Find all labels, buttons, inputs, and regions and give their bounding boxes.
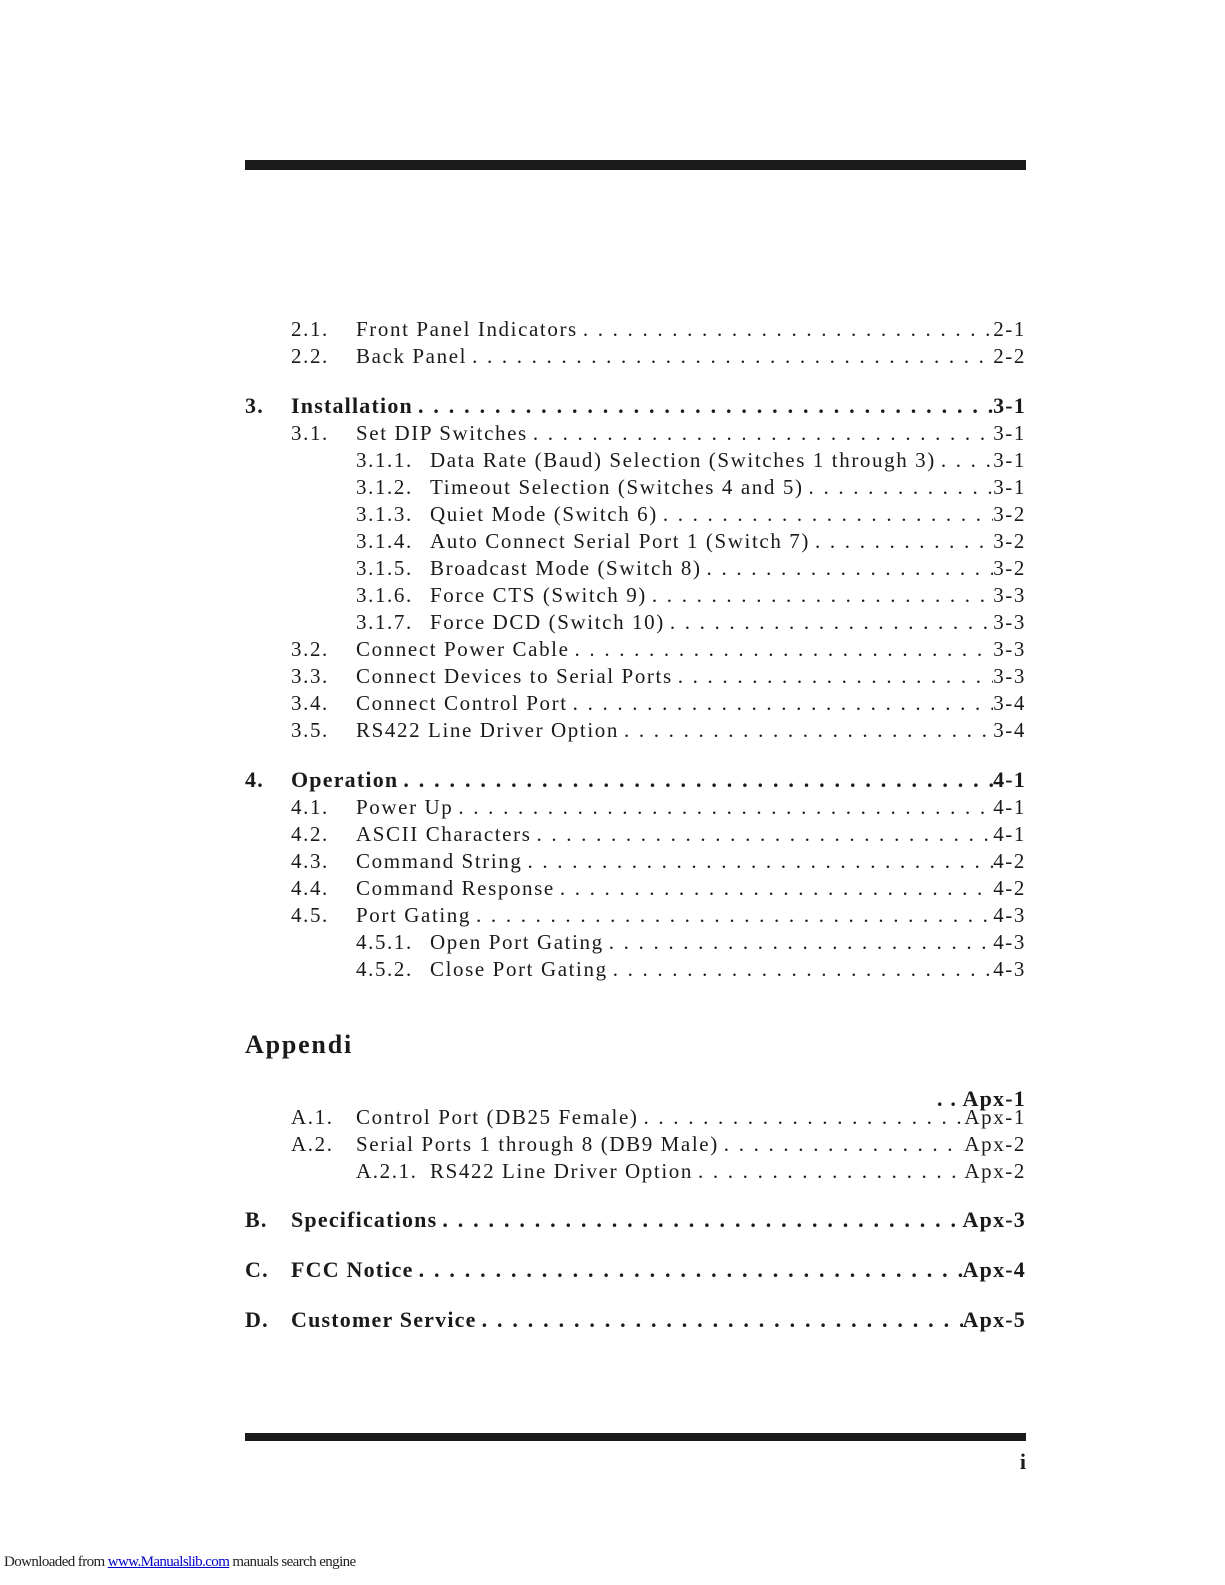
dot-leader: [665, 610, 993, 635]
toc-entry[interactable]: [245, 1207, 1026, 1234]
toc-entry-page: 4-1: [993, 795, 1026, 819]
dot-leader: [608, 957, 994, 982]
dot-leader: [414, 1257, 963, 1283]
toc-entry-page: 4-3: [993, 903, 1026, 927]
toc-entry-page: Apx-5: [962, 1307, 1026, 1332]
toc-entry-title: Connect Power Cable: [356, 637, 570, 661]
dot-leader: [810, 529, 993, 554]
toc-entry-page: 4-2: [993, 876, 1026, 900]
toc-entry-number: 3.1.6.: [356, 583, 413, 607]
toc-entry-title: Front Panel Indicators: [356, 317, 578, 341]
dot-leader: [658, 502, 993, 527]
toc-entry-page: 3-1: [993, 448, 1026, 472]
toc-entry-title: Open Port Gating: [430, 930, 604, 954]
toc-entry-page: 3-3: [993, 610, 1026, 634]
toc-entry-number: A.2.1.: [356, 1159, 418, 1183]
dot-leader: [578, 317, 993, 342]
toc-entry-page: Apx-4: [962, 1257, 1026, 1282]
dot-leader: [531, 822, 993, 847]
dot-leader: [528, 421, 993, 446]
toc-entry-title: Connect Control Port: [356, 691, 568, 715]
toc-entry[interactable]: [245, 1307, 1026, 1334]
toc-entry-number: 3.: [245, 393, 264, 418]
toc-entry[interactable]: [245, 1132, 1026, 1159]
toc-entry-number: 4.5.: [291, 903, 329, 927]
toc-entry-page: 4-2: [993, 849, 1026, 873]
toc-entry[interactable]: [245, 1105, 1026, 1132]
dot-leader: [619, 718, 993, 743]
toc-entry[interactable]: [245, 637, 1026, 664]
toc-entry-page: Apx-2: [964, 1132, 1026, 1156]
toc-entry-title: Quiet Mode (Switch 6): [430, 502, 658, 526]
toc-entry-number: 4.4.: [291, 876, 329, 900]
dot-leader: [604, 930, 993, 955]
appendix-page-ref: . . Apx-1: [936, 1086, 1026, 1111]
toc-entry-number: A.2.: [291, 1132, 334, 1156]
toc-entry-page: 4-1: [993, 767, 1026, 792]
toc-entry-page: Apx-1: [964, 1105, 1026, 1129]
toc-entry-number: 3.1.7.: [356, 610, 413, 634]
toc-entry-page: 4-1: [993, 822, 1026, 846]
toc-entry-title: Connect Devices to Serial Ports: [356, 664, 673, 688]
toc-entry-title: Port Gating: [356, 903, 472, 927]
toc-entry-number: 4.5.1.: [356, 930, 413, 954]
toc-entry-number: 2.2.: [291, 344, 329, 368]
toc-entry-title: Installation: [291, 393, 413, 418]
dot-leader: [471, 903, 993, 928]
dot-leader: [702, 556, 994, 581]
toc-entry-number: 3.1.: [291, 421, 329, 445]
toc-entry-number: 3.1.5.: [356, 556, 413, 580]
dot-leader: [523, 849, 994, 874]
toc-entry-page: 3-3: [993, 583, 1026, 607]
toc-entry-title: ASCII Characters: [356, 822, 532, 846]
dot-leader: [936, 448, 993, 473]
toc-entry[interactable]: [245, 317, 1026, 344]
toc-entry[interactable]: [245, 930, 1026, 957]
toc-entry-title: Broadcast Mode (Switch 8): [430, 556, 702, 580]
toc-entry[interactable]: [245, 448, 1026, 475]
toc-entry-page: 3-3: [993, 664, 1026, 688]
footer-prefix: Downloaded from: [4, 1554, 105, 1570]
toc-entry[interactable]: [245, 421, 1026, 448]
toc-entry-title: Control Port (DB25 Female): [356, 1105, 639, 1129]
toc-entry[interactable]: [245, 583, 1026, 610]
toc-entry-title: Operation: [291, 767, 399, 792]
toc-entry-title: RS422 Line Driver Option: [430, 1159, 693, 1183]
dot-leader: [413, 393, 993, 419]
toc-entry-page: 3-2: [993, 502, 1026, 526]
toc-entry-title: Force CTS (Switch 9): [430, 583, 647, 607]
toc-entry-title: Command Response: [356, 876, 555, 900]
toc-entry-title: Serial Ports 1 through 8 (DB9 Male): [356, 1132, 719, 1156]
toc-entry-number: 3.4.: [291, 691, 329, 715]
toc-entry[interactable]: [245, 876, 1026, 903]
dot-leader: [647, 583, 993, 608]
toc-entry-number: 4.5.2.: [356, 957, 413, 981]
toc-entry-number: 3.1.2.: [356, 475, 413, 499]
toc-entry-number: 3.1.4.: [356, 529, 413, 553]
toc-entry[interactable]: [245, 529, 1026, 556]
toc-entry[interactable]: [245, 903, 1026, 930]
toc-entry-title: Timeout Selection (Switches 4 and 5): [430, 475, 804, 499]
toc-entry[interactable]: [245, 849, 1026, 876]
toc-entry-title: Auto Connect Serial Port 1 (Switch 7): [430, 529, 810, 553]
toc-entry[interactable]: [245, 718, 1026, 745]
toc-entry[interactable]: [245, 795, 1026, 822]
dot-leader: [477, 1307, 963, 1333]
dot-leader: [639, 1105, 965, 1130]
toc-entry[interactable]: [245, 610, 1026, 637]
toc-entry-page: 3-4: [993, 718, 1026, 742]
dot-leader: [453, 795, 993, 820]
toc-entry-number: 3.2.: [291, 637, 329, 661]
toc-entry-title: Specifications: [291, 1207, 438, 1232]
toc-entry-number: 4.3.: [291, 849, 329, 873]
toc-entry[interactable]: [245, 475, 1026, 502]
toc-entry[interactable]: [245, 502, 1026, 529]
toc-entry[interactable]: [245, 664, 1026, 691]
toc-entry-page: Apx-2: [964, 1159, 1026, 1183]
toc-entry-number: 2.1.: [291, 317, 329, 341]
toc-entry-number: 3.5.: [291, 718, 329, 742]
toc-entry-page: Apx-3: [962, 1207, 1026, 1232]
dot-leader: [467, 344, 993, 369]
toc-entry-title: Power Up: [356, 795, 454, 819]
toc-entry-title: Data Rate (Baud) Selection (Switches 1 through 3): [430, 448, 936, 472]
toc-entry-page: 2-2: [993, 344, 1026, 368]
footer-suffix: manuals search engine: [232, 1554, 356, 1570]
toc-entry[interactable]: [245, 556, 1026, 583]
dot-leader: [568, 691, 994, 716]
toc-entry[interactable]: [245, 1159, 1026, 1186]
toc-entry-number: D.: [245, 1307, 269, 1332]
toc-entry-number: B.: [245, 1207, 268, 1232]
toc-entry[interactable]: [245, 1257, 1026, 1284]
bottom-rule: [245, 1433, 1026, 1441]
toc-entry[interactable]: [245, 691, 1026, 718]
dot-leader: [398, 767, 993, 793]
toc-entry-page: 3-3: [993, 637, 1026, 661]
toc-entry[interactable]: [245, 822, 1026, 849]
page-folio: i: [1019, 1449, 1026, 1474]
toc-entry-page: 4-3: [993, 930, 1026, 954]
toc-entry-number: 3.3.: [291, 664, 329, 688]
toc-entry-page: 3-2: [993, 556, 1026, 580]
toc-entry-title: FCC Notice: [291, 1257, 414, 1282]
dot-leader: [693, 1159, 964, 1184]
toc-entry[interactable]: [245, 344, 1026, 371]
toc-entry[interactable]: [245, 957, 1026, 984]
toc-entry-title: RS422 Line Driver Option: [356, 718, 619, 742]
dot-leader: [719, 1132, 965, 1157]
manualslib-link[interactable]: www.Manualslib.com: [107, 1554, 230, 1570]
toc-entry-page: 3-1: [993, 421, 1026, 445]
dot-leader: [437, 1207, 962, 1233]
toc-entry[interactable]: [245, 393, 1026, 420]
toc-entry-title: Command String: [356, 849, 523, 873]
toc-entry-number: 3.1.3.: [356, 502, 413, 526]
dot-leader: [804, 475, 994, 500]
toc-entry-title: Customer Service: [291, 1307, 477, 1332]
toc-entry-number: 4.1.: [291, 795, 329, 819]
toc-entry-title: Close Port Gating: [430, 957, 608, 981]
toc-entry-page: 3-4: [993, 691, 1026, 715]
toc-entry-page: 3-1: [993, 475, 1026, 499]
dot-leader: [570, 637, 994, 662]
toc-entry-number: C.: [245, 1257, 269, 1282]
dot-leader: [555, 876, 993, 901]
toc-entry-number: 3.1.1.: [356, 448, 413, 472]
toc-entry[interactable]: [245, 767, 1026, 794]
toc-entry-title: Back Panel: [356, 344, 468, 368]
download-footer: [4, 1554, 356, 1571]
toc-entry-page: 3-1: [993, 393, 1026, 418]
toc-entry-title: Set DIP Switches: [356, 421, 528, 445]
toc-entry-page: 3-2: [993, 529, 1026, 553]
toc-entry-number: A.1.: [291, 1105, 334, 1129]
toc-entry-title: Force DCD (Switch 10): [430, 610, 665, 634]
toc-entry-number: 4.2.: [291, 822, 329, 846]
toc-entry-page: 4-3: [993, 957, 1026, 981]
toc-entry-number: 4.: [245, 767, 264, 792]
top-rule: [245, 160, 1026, 170]
toc-entry-page: 2-1: [993, 317, 1026, 341]
dot-leader: [673, 664, 993, 689]
appendix-heading: Appendi: [245, 1030, 353, 1059]
